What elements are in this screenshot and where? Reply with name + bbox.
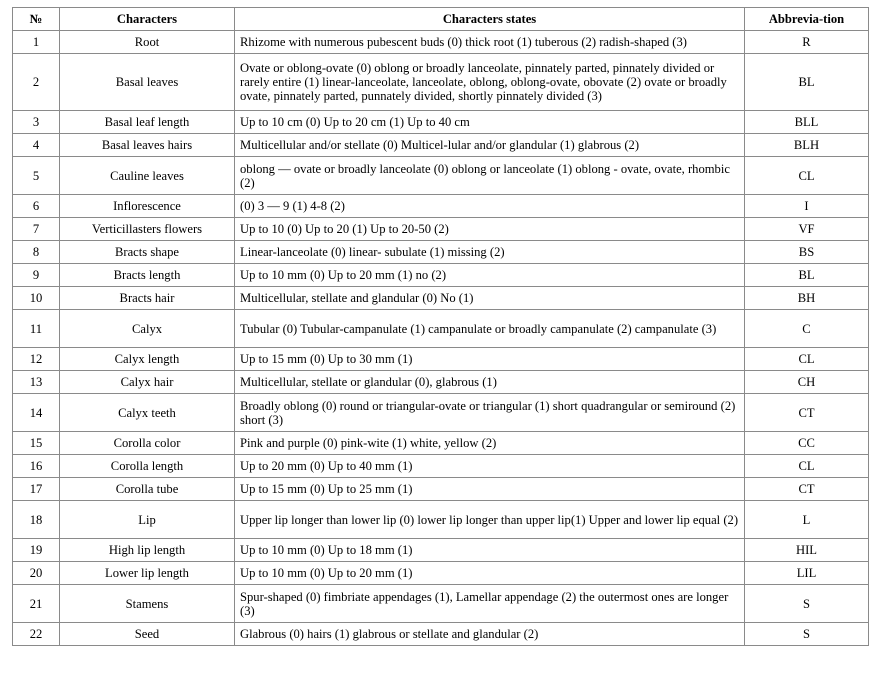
- character-cell: Verticillasters flowers: [60, 218, 235, 241]
- character-states-cell: Up to 15 mm (0) Up to 25 mm (1): [235, 478, 745, 501]
- table-row: [13, 241, 869, 264]
- header-characters: Characters: [60, 8, 235, 31]
- abbreviation-cell: S: [745, 623, 869, 646]
- table-row: [13, 585, 869, 623]
- character-cell: Basal leaves: [60, 54, 235, 111]
- table-row: [13, 562, 869, 585]
- table-row: [13, 455, 869, 478]
- abbreviation-cell: BS: [745, 241, 869, 264]
- header-number: №: [13, 8, 60, 31]
- abbreviation-cell: BL: [745, 54, 869, 111]
- table-row: [13, 54, 869, 111]
- table-row: [13, 371, 869, 394]
- abbreviation-cell: CL: [745, 157, 869, 195]
- row-number-cell: 2: [13, 54, 60, 111]
- character-cell: High lip length: [60, 539, 235, 562]
- character-cell: Bracts length: [60, 264, 235, 287]
- table-body: [13, 31, 869, 646]
- row-number-cell: 5: [13, 157, 60, 195]
- header-characters-states: Characters states: [235, 8, 745, 31]
- character-cell: Corolla color: [60, 432, 235, 455]
- character-states-cell: Upper lip longer than lower lip (0) lower lip longer than upper lip(1) Upper and lower lip equal (2): [235, 501, 745, 539]
- abbreviation-cell: VF: [745, 218, 869, 241]
- row-number-cell: 11: [13, 310, 60, 348]
- header-abbreviation: Abbrevia-tion: [745, 8, 869, 31]
- abbreviation-cell: CL: [745, 348, 869, 371]
- table-header-row: [13, 8, 869, 31]
- character-states-cell: Glabrous (0) hairs (1) glabrous or stellate and glandular (2): [235, 623, 745, 646]
- character-states-cell: Up to 10 (0) Up to 20 (1) Up to 20-50 (2): [235, 218, 745, 241]
- row-number-cell: 12: [13, 348, 60, 371]
- character-cell: Calyx hair: [60, 371, 235, 394]
- character-cell: Calyx length: [60, 348, 235, 371]
- abbreviation-cell: CT: [745, 478, 869, 501]
- table-row: [13, 195, 869, 218]
- row-number-cell: 7: [13, 218, 60, 241]
- character-states-cell: oblong — ovate or broadly lanceolate (0) oblong or lanceolate (1) oblong - ovate, ovate, rhombic (2): [235, 157, 745, 195]
- character-cell: Lip: [60, 501, 235, 539]
- table-row: [13, 394, 869, 432]
- character-states-cell: Up to 10 cm (0) Up to 20 cm (1) Up to 40 cm: [235, 111, 745, 134]
- character-cell: Bracts hair: [60, 287, 235, 310]
- character-cell: Corolla tube: [60, 478, 235, 501]
- character-states-cell: Ovate or oblong-ovate (0) oblong or broadly lanceolate, pinnately parted, pinnately divided or rarely entire (1) linear-lanceolate, lanceolate, oblong, oblong-ovate, obovate (2) ovate or broadly ovate, pinnately parted, punnately divided, shortly pinnately divided (3): [235, 54, 745, 111]
- character-states-cell: Up to 10 mm (0) Up to 18 mm (1): [235, 539, 745, 562]
- character-states-cell: Multicellular, stellate and glandular (0) No (1): [235, 287, 745, 310]
- abbreviation-cell: CL: [745, 455, 869, 478]
- row-number-cell: 15: [13, 432, 60, 455]
- table-row: [13, 623, 869, 646]
- row-number-cell: 4: [13, 134, 60, 157]
- character-cell: Basal leaf length: [60, 111, 235, 134]
- row-number-cell: 21: [13, 585, 60, 623]
- table-row: [13, 432, 869, 455]
- row-number-cell: 9: [13, 264, 60, 287]
- abbreviation-cell: CC: [745, 432, 869, 455]
- table-row: [13, 264, 869, 287]
- abbreviation-cell: L: [745, 501, 869, 539]
- character-states-cell: Pink and purple (0) pink-wite (1) white, yellow (2): [235, 432, 745, 455]
- row-number-cell: 20: [13, 562, 60, 585]
- row-number-cell: 6: [13, 195, 60, 218]
- table-row: [13, 31, 869, 54]
- row-number-cell: 8: [13, 241, 60, 264]
- abbreviation-cell: BL: [745, 264, 869, 287]
- abbreviation-cell: S: [745, 585, 869, 623]
- character-cell: Stamens: [60, 585, 235, 623]
- row-number-cell: 17: [13, 478, 60, 501]
- character-states-cell: Linear-lanceolate (0) linear- subulate (1) missing (2): [235, 241, 745, 264]
- table-row: [13, 157, 869, 195]
- table-row: [13, 111, 869, 134]
- abbreviation-cell: HIL: [745, 539, 869, 562]
- table-row: [13, 218, 869, 241]
- abbreviation-cell: R: [745, 31, 869, 54]
- character-states-cell: (0) 3 — 9 (1) 4-8 (2): [235, 195, 745, 218]
- characters-table: [12, 7, 869, 646]
- character-states-cell: Tubular (0) Tubular-campanulate (1) campanulate or broadly campanulate (2) campanulate (3): [235, 310, 745, 348]
- abbreviation-cell: C: [745, 310, 869, 348]
- character-states-cell: Broadly oblong (0) round or triangular-ovate or triangular (1) short quadrangular or semiround (2) short (3): [235, 394, 745, 432]
- character-cell: Calyx teeth: [60, 394, 235, 432]
- row-number-cell: 10: [13, 287, 60, 310]
- character-cell: Inflorescence: [60, 195, 235, 218]
- character-states-cell: Up to 20 mm (0) Up to 40 mm (1): [235, 455, 745, 478]
- character-cell: Calyx: [60, 310, 235, 348]
- character-states-cell: Up to 10 mm (0) Up to 20 mm (1) no (2): [235, 264, 745, 287]
- character-cell: Cauline leaves: [60, 157, 235, 195]
- abbreviation-cell: CT: [745, 394, 869, 432]
- character-cell: Lower lip length: [60, 562, 235, 585]
- table-row: [13, 478, 869, 501]
- character-cell: Corolla length: [60, 455, 235, 478]
- character-cell: Bracts shape: [60, 241, 235, 264]
- table-row: [13, 287, 869, 310]
- character-cell: Root: [60, 31, 235, 54]
- row-number-cell: 14: [13, 394, 60, 432]
- row-number-cell: 19: [13, 539, 60, 562]
- abbreviation-cell: CH: [745, 371, 869, 394]
- row-number-cell: 18: [13, 501, 60, 539]
- row-number-cell: 22: [13, 623, 60, 646]
- abbreviation-cell: BH: [745, 287, 869, 310]
- table-row: [13, 134, 869, 157]
- table-row: [13, 539, 869, 562]
- character-states-cell: Multicellular, stellate or glandular (0), glabrous (1): [235, 371, 745, 394]
- table-row: [13, 348, 869, 371]
- character-states-cell: Up to 10 mm (0) Up to 20 mm (1): [235, 562, 745, 585]
- abbreviation-cell: LIL: [745, 562, 869, 585]
- character-cell: Basal leaves hairs: [60, 134, 235, 157]
- abbreviation-cell: BLL: [745, 111, 869, 134]
- abbreviation-cell: I: [745, 195, 869, 218]
- character-cell: Seed: [60, 623, 235, 646]
- table-row: [13, 501, 869, 539]
- abbreviation-cell: BLH: [745, 134, 869, 157]
- character-states-cell: Spur-shaped (0) fimbriate appendages (1), Lamellar appendage (2) the outermost ones are longer (3): [235, 585, 745, 623]
- row-number-cell: 16: [13, 455, 60, 478]
- row-number-cell: 1: [13, 31, 60, 54]
- character-states-cell: Up to 15 mm (0) Up to 30 mm (1): [235, 348, 745, 371]
- table-row: [13, 310, 869, 348]
- character-states-cell: Multicellular and/or stellate (0) Multicel-lular and/or glandular (1) glabrous (2): [235, 134, 745, 157]
- character-states-cell: Rhizome with numerous pubescent buds (0) thick root (1) tuberous (2) radish-shaped (3): [235, 31, 745, 54]
- row-number-cell: 3: [13, 111, 60, 134]
- row-number-cell: 13: [13, 371, 60, 394]
- characters-table-container: [12, 7, 868, 646]
